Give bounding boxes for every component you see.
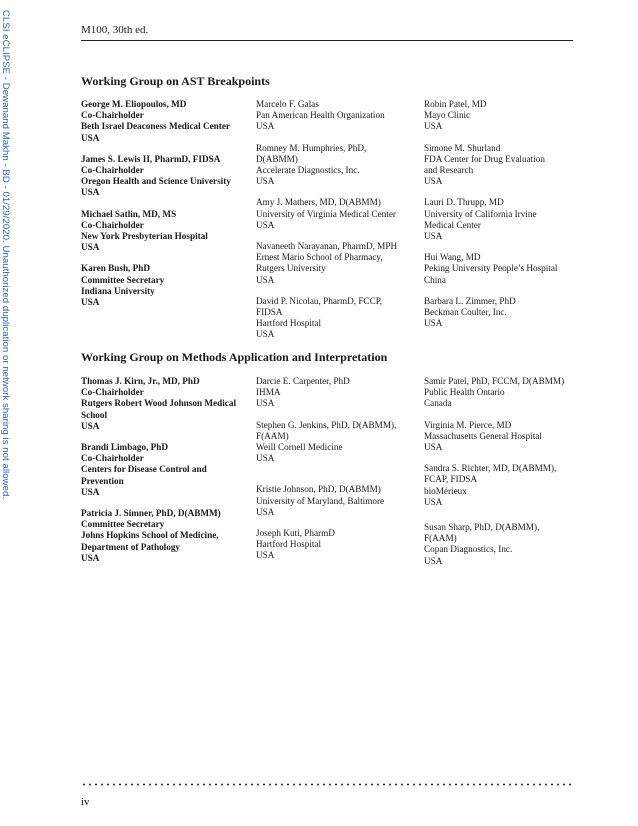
member-name: Joseph Kuti, PharmD — [256, 528, 335, 539]
member-entry — [424, 522, 594, 567]
member-credentials: F(AAM) — [256, 430, 289, 441]
footer-dotted-rule — [81, 783, 573, 786]
member-name: Barbara L. Zimmer, PhD — [424, 295, 516, 306]
header-rule — [81, 40, 573, 41]
member-organization: Department of Pathology — [81, 541, 181, 552]
member-organization: Beth Israel Deaconess Medical Center — [81, 121, 231, 132]
member-entry — [81, 209, 251, 254]
member-name: Lauri D. Thrupp, MD — [424, 197, 504, 208]
member-name: George M. Eliopoulos, MD — [81, 99, 187, 109]
member-name: Susan Sharp, PhD, D(ABMM), — [424, 522, 540, 533]
member-country: USA — [424, 231, 443, 242]
member-organization: Medical Center — [424, 219, 481, 230]
member-country: USA — [256, 176, 275, 187]
member-organization: Hartford Hospital — [256, 539, 322, 550]
member-organization: Copan Diagnostics, Inc. — [424, 544, 513, 555]
member-role: Committee Secretary — [81, 274, 165, 285]
member-entry — [424, 252, 594, 286]
member-country: USA — [81, 242, 100, 253]
member-role: Committee Secretary — [81, 519, 165, 530]
member-entry — [81, 508, 251, 564]
member-entry — [256, 99, 426, 133]
member-name: James S. Lewis II, PharmD, FIDSA — [81, 153, 221, 164]
member-country: USA — [81, 297, 100, 308]
member-country: USA — [256, 550, 275, 561]
member-name: Thomas J. Kirn, Jr., MD, PhD — [81, 376, 200, 386]
section-title-methods-application: Working Group on Methods Application and Interpretation — [81, 350, 388, 364]
member-entry — [256, 241, 426, 286]
member-country: USA — [424, 555, 443, 566]
member-organization: Rutgers University — [256, 263, 326, 274]
member-entry — [256, 528, 426, 562]
member-name: Robin Patel, MD — [424, 99, 487, 109]
member-organization: Rutgers Robert Wood Johnson Medical School — [81, 398, 237, 420]
member-entry — [424, 197, 594, 242]
member-entry — [256, 484, 426, 518]
member-organization: Accelerate Diagnostics, Inc. — [256, 165, 360, 176]
member-name: Stephen G. Jenkins, PhD, D(ABMM), — [256, 419, 397, 430]
member-country: USA — [81, 132, 100, 143]
member-country: USA — [256, 121, 275, 132]
member-country: USA — [256, 398, 275, 409]
member-name: Michael Satlin, MD, MS — [81, 208, 177, 219]
member-country: USA — [424, 121, 443, 132]
ast-column-2 — [256, 99, 426, 351]
member-organization: IHMA — [256, 387, 281, 398]
member-entry — [81, 263, 251, 308]
section-title-ast-breakpoints: Working Group on AST Breakpoints — [81, 74, 270, 88]
member-organization: New York Presbyterian Hospital — [81, 231, 208, 242]
member-country: USA — [256, 274, 275, 285]
member-entry — [81, 442, 251, 498]
member-name: Brandi Limbago, PhD — [81, 442, 169, 453]
member-name: Navaneeth Narayanan, PharmD, MPH — [256, 241, 398, 252]
member-name: Simone M. Shurland — [424, 142, 501, 153]
member-name: Marcelo F. Galas — [256, 99, 319, 109]
member-role: Co-Chairholder — [81, 165, 144, 176]
running-header: M100, 30th ed. — [81, 24, 149, 36]
member-organization: Centers for Disease Control and — [81, 464, 207, 475]
member-country: USA — [81, 420, 100, 431]
member-organization: Pan American Health Organization — [256, 110, 385, 121]
member-name: Amy J. Mathers, MD, D(ABMM) — [256, 197, 381, 208]
member-organization: Indiana University — [81, 285, 155, 296]
member-country: USA — [81, 552, 100, 563]
member-entry — [256, 143, 426, 188]
member-organization: University of Virginia Medical Center — [256, 208, 396, 219]
methods-column-2 — [256, 376, 426, 572]
member-organization: FDA Center for Drug Evaluation — [424, 153, 545, 164]
member-country: USA — [424, 318, 443, 329]
ast-column-3 — [424, 99, 594, 339]
member-name: David P. Nicolau, PharmD, FCCP, — [256, 295, 383, 306]
member-name: Virginia M. Pierce, MD — [424, 419, 512, 430]
member-organization: Beckman Coulter, Inc. — [424, 307, 507, 318]
member-entry — [424, 463, 594, 508]
member-country: China — [424, 274, 446, 285]
member-entry — [256, 420, 426, 465]
member-role: Co-Chairholder — [81, 453, 144, 464]
member-organization: and Research — [424, 165, 474, 176]
member-organization: Hartford Hospital — [256, 318, 322, 329]
member-name: Kristie Johnson, PhD, D(ABMM) — [256, 484, 381, 495]
watermark: CLSI eCLIPSE - Dewanand Makhn - BD - 01/29/2020. Unauthorized duplication or network sharing is not allowed. — [0, 10, 11, 500]
member-entry — [81, 376, 251, 432]
member-organization: Public Health Ontario — [424, 387, 505, 398]
member-credentials: FIDSA — [256, 307, 283, 318]
member-country: USA — [256, 329, 275, 340]
member-name: Hui Wang, MD — [424, 252, 481, 263]
member-country: USA — [256, 506, 275, 517]
member-name: Darcie E. Carpenter, PhD — [256, 376, 350, 386]
member-role: Co-Chairholder — [81, 110, 144, 121]
member-country: USA — [81, 486, 100, 497]
member-entry — [424, 99, 594, 133]
member-entry — [424, 420, 594, 454]
member-organization: Oregon Health and Science University — [81, 176, 231, 187]
member-entry — [81, 99, 251, 144]
member-country: USA — [256, 453, 275, 464]
member-organization: Massachusetts General Hospital — [424, 430, 542, 441]
member-organization: Johns Hopkins School of Medicine, — [81, 530, 219, 541]
member-country: USA — [81, 187, 100, 198]
member-organization: Prevention — [81, 475, 124, 486]
member-credentials: FCAP, FIDSA — [424, 474, 478, 485]
member-entry — [424, 296, 594, 330]
member-credentials: F(AAM) — [424, 533, 457, 544]
member-entry — [424, 143, 594, 188]
ast-column-1 — [81, 99, 251, 318]
member-credentials: D(ABMM) — [256, 153, 298, 164]
member-name: Sandra S. Richter, MD, D(ABMM), — [424, 463, 557, 474]
member-role: Co-Chairholder — [81, 387, 144, 398]
member-organization: University of California Irvine — [424, 208, 537, 219]
member-name: Patricia J. Simner, PhD, D(ABMM) — [81, 508, 221, 519]
member-organization: Weill Cornell Medicine — [256, 442, 343, 453]
member-entry — [424, 376, 594, 410]
member-country: USA — [424, 442, 443, 453]
member-role: Co-Chairholder — [81, 219, 144, 230]
member-name: Samir Patel, PhD, FCCM, D(ABMM) — [424, 376, 565, 386]
page-number: iv — [81, 796, 90, 808]
methods-column-3 — [424, 376, 594, 577]
member-country: USA — [424, 176, 443, 187]
member-name: Karen Bush, PhD — [81, 263, 151, 274]
methods-column-1 — [81, 376, 251, 574]
member-organization: Peking University People’s Hospital — [424, 263, 558, 274]
member-country: USA — [256, 219, 275, 230]
member-organization: Ernest Mario School of Pharmacy, — [256, 252, 383, 263]
member-entry — [256, 376, 426, 410]
member-organization: bioMérieux — [424, 485, 467, 496]
member-entry — [256, 197, 426, 231]
member-country: Canada — [424, 398, 452, 409]
member-name: Romney M. Humphries, PhD, — [256, 142, 367, 153]
member-entry — [81, 154, 251, 199]
member-entry — [256, 296, 426, 341]
member-organization: University of Maryland, Baltimore — [256, 495, 385, 506]
member-country: USA — [424, 496, 443, 507]
member-organization: Mayo Clinic — [424, 110, 471, 121]
